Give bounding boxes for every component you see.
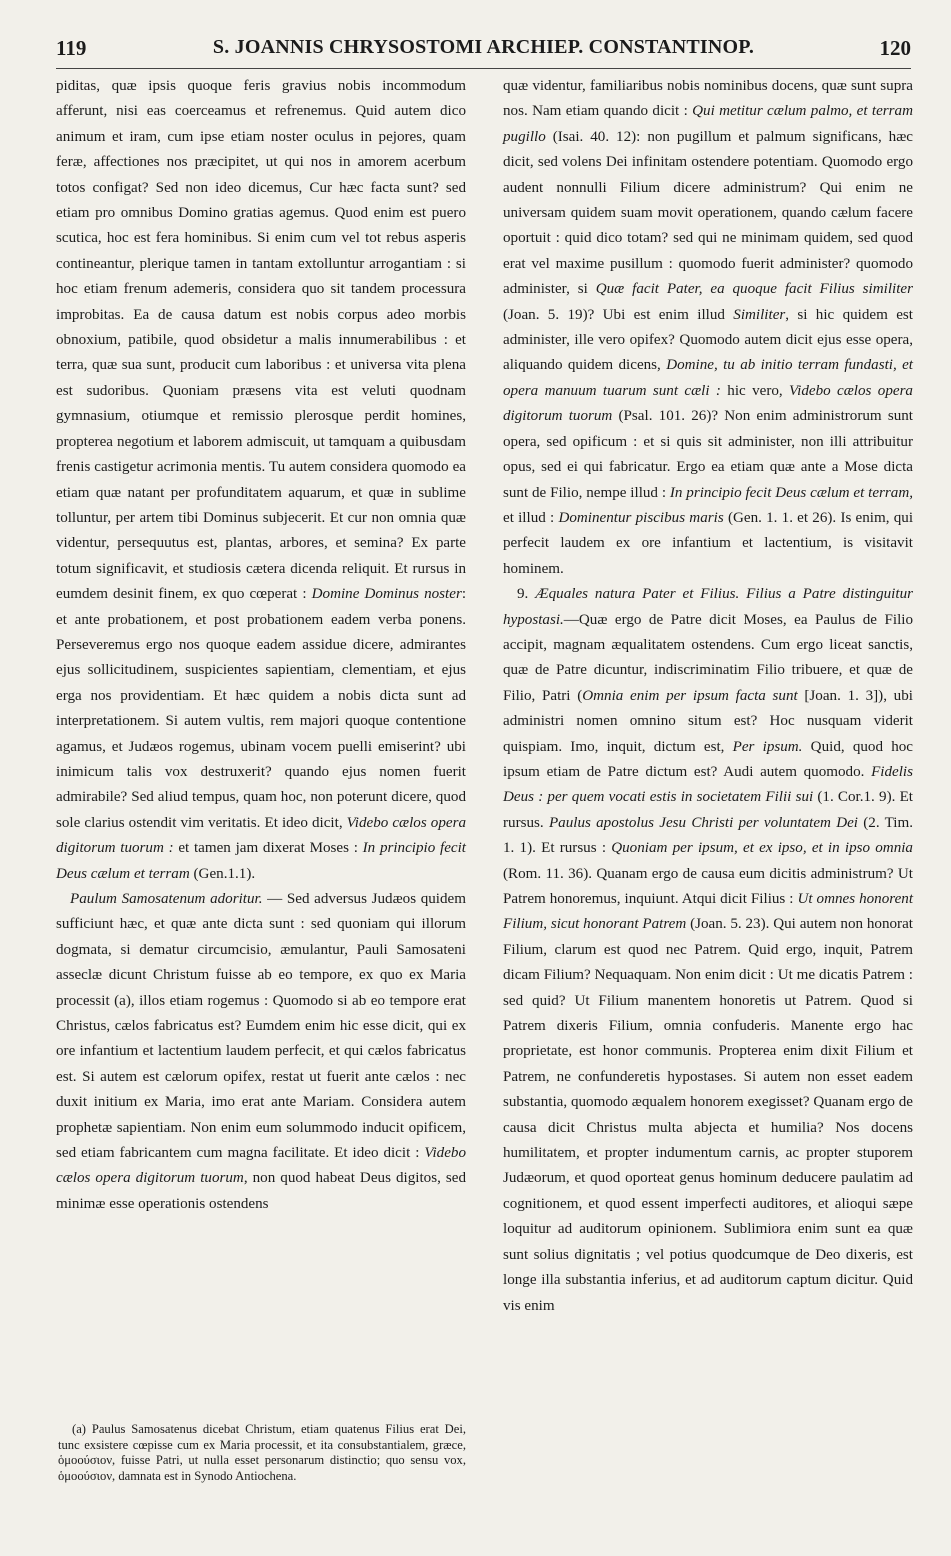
page-number-right: 120 bbox=[879, 36, 911, 60]
running-title: S. JOANNIS CHRYSOSTOMI ARCHIEP. CONSTANTINOP. bbox=[212, 36, 755, 58]
section-heading: Paulum Samosatenum adoritur. bbox=[70, 891, 263, 907]
right-column bbox=[503, 74, 913, 1319]
left-column bbox=[56, 74, 466, 1217]
paragraph: Paulum Samosatenum adoritur. — Sed adversus Judæos quidem sufficiunt hæc, et quæ ante dicta sunt : sed quoniam qui illorum dogmata, si dematur circumcisio, æmulantur, Pauli Samosateni asseclæ dicunt Christum fuisse ab eo tempore, ex quo ex Maria processit (a), illos etiam rogemus : Quomodo si ab eo tempore erat Christus, cælos fabricatus est? Eumdem enim hic esse dicit, qui ex ore infantium et lactentium laudem perfecit, et qui cælos fabricatus est. Si autem est cælorum opifex, restat ut fuerit ante cælos : nec duxit initium ex Maria, imo erat ante Mariam. Considera autem prophetæ sapientiam. Non enim eum solummodo inducit opificem, sed etiam fabricantem cum magna facilitate. Et ideo dicit : Videbo cælos opera digitorum tuorum, non quod habeat Deus digitos, sed minimæ esse operationis ostendens bbox=[56, 891, 466, 1212]
paragraph: quæ videntur, familiaribus nobis nominibus docens, quæ sunt supra nos. Nam etiam quando dicit : Qui metitur cælum palmo, et terram pugillo (Isai. 40. 12): non pugillum et palmum significans, hæc dicit, sed volens Dei infinitam ostendere potentiam. Quomodo ergo audent nonnulli Filium dicere administrum? Qui enim ne universam quidem suam movit operationem, quando cælum facere oportuit : quid dico totam? sed qui ne minimam quidem, sed quod erat vel maxime pusillum : quomodo fuerit administer? quomodo administer, si Quæ facit Pater, ea quoque facit Filius similiter (Joan. 5. 19)? Ubi est enim illud Similiter, si hic quidem est administer, ille vero opifex? Quomodo autem dicit ejus esse opera, aliquando quidem dicens, Domine, tu ab initio terram fundasti, et opera manuum tuarum sunt cæli : hic vero, Videbo cælos opera digitorum tuorum (Psal. 101. 26)? Non enim administrorum sunt opera, sed opificum : et si quis sit administer, non illi attribuitur opus, sed ei qui fabricatur. Ergo ea etiam quæ ante a Mose dicta sunt de Filio, nempe illud : In principio fecit Deus cælum et terram, et illud : Dominentur piscibus maris (Gen. 1. 1. et 26). Is enim, qui perfecit laudem ex ore infantium et lactentium, is visitavit hominem. bbox=[503, 78, 914, 577]
page-number-left: 119 bbox=[56, 36, 87, 60]
header-rule bbox=[56, 68, 911, 69]
page-header bbox=[56, 36, 911, 68]
footnote: (a) Paulus Samosatenus dicebat Christum, etiam quatenus Filius erat Dei, tunc exsistere cœpisse cum ex Maria processit, et ita consubstantialem, græce, ὁμοούσιον, fuisse Patri, ut nulla esset personarum distinctio; quo sensu vox, ὁμοούσιον, damnata est in Synodo Antiochena. bbox=[58, 1422, 466, 1483]
paragraph: piditas, quæ ipsis quoque feris gravius nobis incommodum afferunt, nisi eas coerceamus et refrenemus. Quid autem dico animum et iram, cum ipse etiam noster oculus in pejores, quam feræ, affectiones nos præcipitet, ut qui nos in amorem acerbum totos configat? Sed non ideo dicemus, Cur hæc facta sunt? sed etiam pro omnibus Domino gratias agemus. Quod enim est puero scutica, hoc est fera hominibus. Si enim cum vel tot rebus asperis contineantur, plerique tamen in tantam extolluntur arrogantiam : si hoc etiam frenum ademeris, considera quo sit tandem processura improbitas. Ea de causa datum est nobis corpus adeo morbis obnoxium, patibile, quod obsidetur a malis innumerabilibus : et terra, quæ sua sunt, producit cum laboribus : et universa vita plena est sudoribus. Quoniam præsens vita est veluti quodnam gymnasium, otiumque et remissio plerosque perdit homines, propterea negotium et laborem admiscuit, ut tamquam a quibusdam frenis castigetur acrimonia mentis. Tu autem considera quomodo ea etiam quæ natant per profunditatem aquarum, et quæ in sublime tolluntur, per artem tibi Dominus subjecerit. Et cur non omnia quæ videntur, persequutus est, plantas, arbores, et semina? Ex parte totum significavit, et studiosis cætera dicenda reliquit. Et rursus in eumdem desinit finem, ex quo cœperat : Domine Dominus noster: et ante probationem, et post probationem eadem verba ponens. Perseveremus ergo nos quoque eadem assidue dicere, admirantes ejus sollicitudinem, suspicientes sapientiam, clementiam, et ejus erga nos providentiam. Et hæc quidem a nobis dicta sunt ad interpretationem. Si autem vultis, rem majori quoque contentione agamus, et Judæos rogemus, ubinam vocem puelli emiserint? ubi inimicum talis vox destruxerit? quando ejus nomen fuerit admirabile? Sed aliud tempus, quam hoc, non poterunt dicere, quod sole clarius ostendit vim veritatis. Et ideo dicit, Videbo cælos opera digitorum tuorum : et tamen jam dixerat Moses : In principio fecit Deus cælum et terram (Gen.1.1). bbox=[56, 78, 467, 882]
section-heading: Æquales natura Pater et Filius. Filius a Patre distinguitur hypostasi. bbox=[503, 586, 913, 628]
paragraph: 9. Æquales natura Pater et Filius. Filius a Patre distinguitur hypostasi.—Quæ ergo de Patre dicit Moses, ea Paulus de Filio accipit, magnam æqualitatem ostendens. Cum ergo liceat sanctis, quæ de Patre dicuntur, indiscriminatim Filio tribuere, et quæ de Filio, Patri (Omnia enim per ipsum facta sunt [Joan. 1. 3]), ubi administri nomen omnino situm est? Hoc nusquam viderit quispiam. Imo, inquit, dictum est, Per ipsum. Quid, quod hoc ipsum etiam de Patre dictum est? Audi autem quomodo. Fidelis Deus : per quem vocati estis in societatem Filii sui (1. Cor.1. 9). Et rursus. Paulus apostolus Jesu Christi per voluntatem Dei (2. Tim. 1. 1). Et rursus : Quoniam per ipsum, et ex ipso, et in ipso omnia (Rom. 11. 36). Quanam ergo de causa eum dicitis administrum? Ut Patrem honoremus, inquiunt. Atqui dicit Filius : Ut omnes honorent Filium, sicut honorant Patrem (Joan. 5. 23). Qui autem non honorat Filium, clarum est quod nec Patrem. Quid ergo, inquit, Patrem dicam Filium? Nequaquam. Non enim dicit : Ut me dicatis Patrem : sed quid? Ut Filium manentem honoretis ut Patrem. Quod si Patrem dixeris Filium, omnia confuderis. Manente ergo hac proprietate, est honor communis. Propterea enim dixit Filium et Patrem, ne confunderetis hypostases. Si autem non esset eadem substantia, quomodo æqualem honorem exegisset? Quanam ergo de causa dicit Christus multa abjecta et humilia? Nos docens humilitatem, et propter indumentum carnis, ac propter stuporem Judæorum, et quod oporteat genus hominum deducere paulatim ad cognitionem, et quod essent imperfecti auditores, et alioqui sæpe loquitur ad auditorum opinionem. Sublimiora enim sunt ea quæ sunt solius dignitatis ; vel potius quodcumque de Deo dixeris, est longe illa substantia inferius, et ad auditorum captum dicitur. Quid vis enim bbox=[503, 586, 914, 1314]
